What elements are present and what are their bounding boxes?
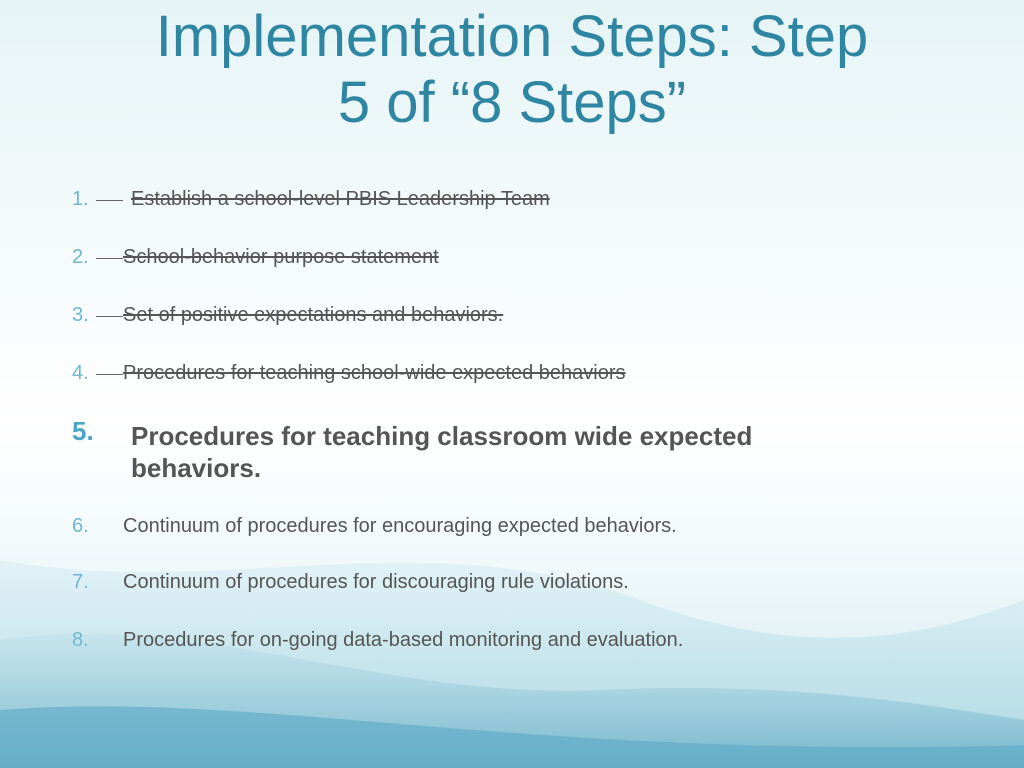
step-text: Set of positive expectations and behaviors. [123, 304, 504, 326]
strike-lead [96, 200, 123, 201]
step-text: Procedures for teaching classroom wide expected behaviors. [131, 421, 753, 483]
step-number: 6. [72, 515, 89, 537]
step-number: 8. [72, 629, 89, 651]
step-text: Continuum of procedures for encouraging expected behaviors. [123, 515, 677, 537]
step-number: 5. [72, 416, 94, 446]
step-text: Establish a school-level PBIS Leadership Team [131, 188, 550, 210]
strike-lead [96, 316, 123, 317]
step-number: 3. [72, 304, 89, 326]
step-number: 4. [72, 362, 89, 384]
step-text: Procedures for teaching school-wide expected behaviors [123, 362, 626, 384]
step-text: Procedures for on-going data-based monitoring and evaluation. [123, 629, 684, 651]
step-number: 1. [72, 188, 89, 210]
strike-lead [96, 374, 123, 375]
strike-lead [96, 258, 123, 259]
step-number: 7. [72, 571, 89, 593]
step-text: School-behavior purpose statement [123, 246, 439, 268]
step-text: Continuum of procedures for discouraging rule violations. [123, 571, 629, 593]
step-number: 2. [72, 246, 89, 268]
slide-title-line-2: 5 of “8 Steps” [337, 70, 687, 135]
slide-title-line-1: Implementation Steps: Step [155, 4, 869, 69]
